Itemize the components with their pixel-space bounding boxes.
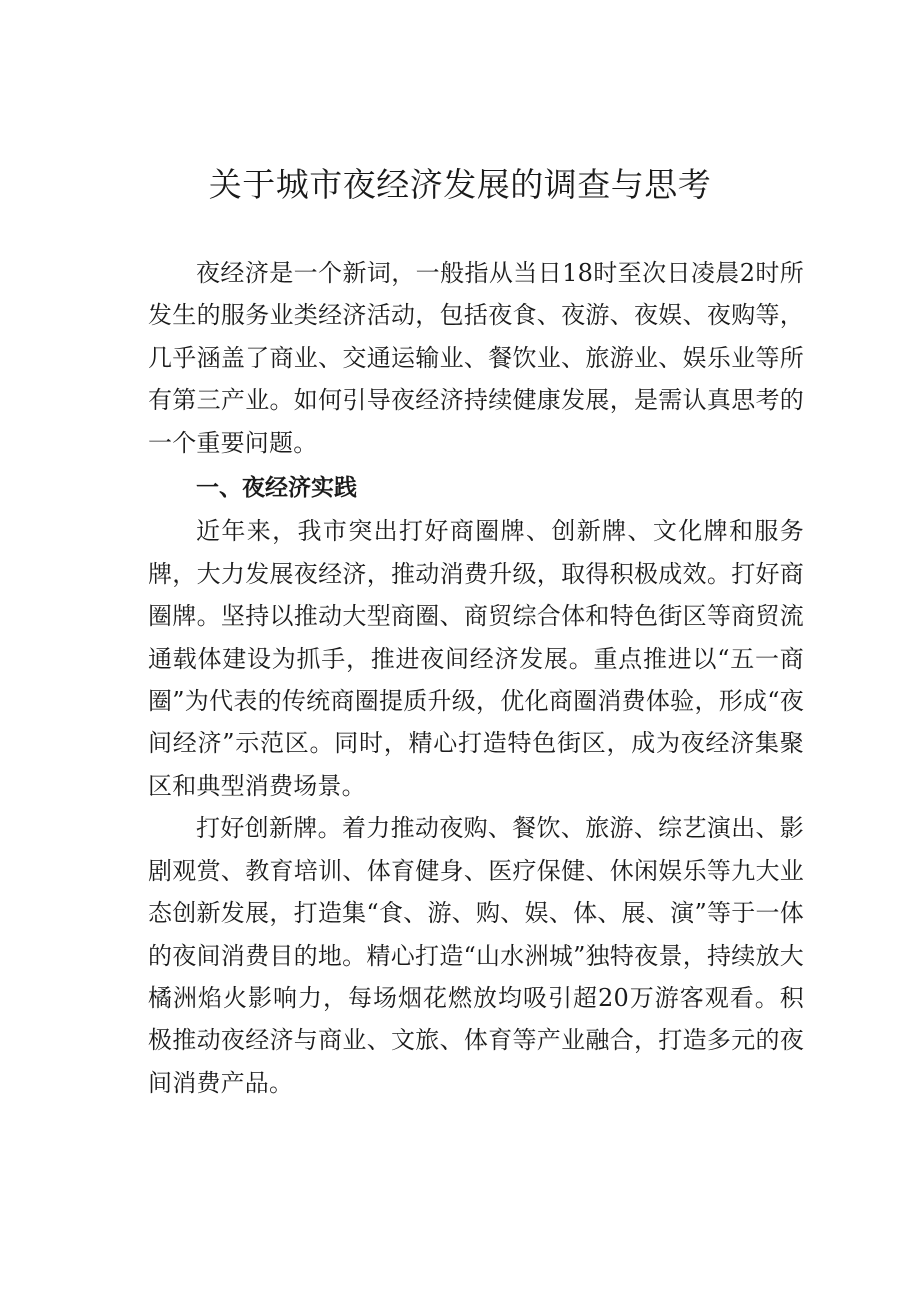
section-paragraph-2: 打好创新牌。着力推动夜购、餐饮、旅游、综艺演出、影剧观赏、教育培训、体育健身、医疗保健、休闲娱乐等九大业态创新发展，打造集“食、游、购、娱、体、展、演”等于一体的夜间消费目的地。精心打造“山水洲城”独特夜景，持续放大橘洲焰火影响力，每场烟花燃放均吸引超20万游客观看。积极推动夜经济与商业、文旅、体育等产业融合，打造多元的夜间消费产品。 <box>148 814 804 1097</box>
document-title: 关于城市夜经济发展的调查与思考 <box>208 165 712 204</box>
section-heading: 一、夜经济实践 <box>196 475 357 502</box>
section-paragraph-1: 近年来，我市突出打好商圈牌、创新牌、文化牌和服务牌，大力发展夜经济，推动消费升级，取得积极成效。打好商圈牌。坚持以推动大型商圈、商贸综合体和特色街区等商贸流通载体建设为抓手，推进夜间经济发展。重点推进以“五一商圈”为代表的传统商圈提质升级，优化商圈消费体验，形成“夜间经济”示范区。同时，精心打造特色街区，成为夜经济集聚区和典型消费场景。 <box>148 517 804 800</box>
intro-paragraph: 夜经济是一个新词，一般指从当日18时至次日凌晨2时所发生的服务业类经济活动，包括夜食、夜游、夜娱、夜购等，几乎涵盖了商业、交通运输业、餐饮业、旅游业、娱乐业等所有第三产业。如何引导夜经济持续健康发展，是需认真思考的一个重要问题。 <box>148 259 804 457</box>
document-body <box>148 252 804 1104</box>
